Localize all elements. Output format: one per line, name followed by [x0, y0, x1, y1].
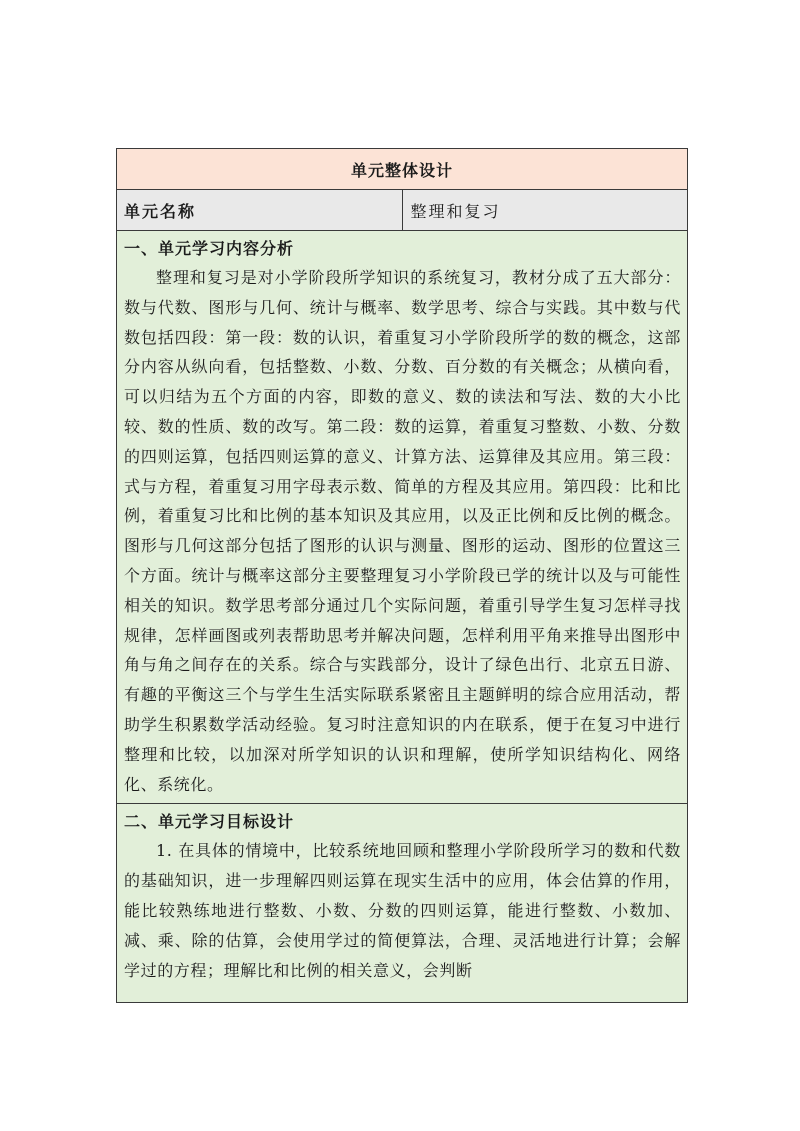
- unit-name-label: 单元名称: [117, 190, 403, 231]
- unit-design-table: [116, 148, 688, 1003]
- table-title: 单元整体设计: [117, 149, 688, 190]
- section2-body: 1. 在具体的情境中，比较系统地回顾和整理小学阶段所学习的数和代数的基础知识，进一步理解四则运算在现实生活中的应用，体会估算的作用，能比较熟练地进行整数、小数、分数的四则运算，能进行整数、小数加、减、乘、除的估算，会使用学过的简便算法，合理、灵活地进行计算；会解学过的方程；理解比和比例的相关意义，会判断: [124, 841, 681, 980]
- section2-heading: 二、单元学习目标设计: [124, 812, 295, 832]
- title-row: [117, 149, 688, 190]
- section1-cell: [117, 231, 688, 804]
- section1-row: [117, 231, 688, 804]
- section1-body: 整理和复习是对小学阶段所学知识的系统复习，教材分成了五大部分：数与代数、图形与几何、统计与概率、数学思考、综合与实践。其中数与代数包括四段：第一段：数的认识，着重复习小学阶段所学的数的概念，这部分内容从纵向看，包括整数、小数、分数、百分数的有关概念；从横向看，可以归结为五个方面的内容，即数的意义、数的读法和写法、数的大小比较、数的性质、数的改写。第二段：数的运算，着重复习整数、小数、分数的四则运算，包括四则运算的意义、计算方法、运算律及其应用。第三段：式与方程，着重复习用字母表示数、简单的方程及其应用。第四段：比和比例，着重复习比和比例的基本知识及其应用，以及正比例和反比例的概念。图形与几何这部分包括了图形的认识与测量、图形的运动、图形的位置这三个方面。统计与概率这部分主要整理复习小学阶段已学的统计以及与可能性相关的知识。数学思考部分通过几个实际问题，着重引导学生复习怎样寻找规律，怎样画图或列表帮助思考并解决问题，怎样利用平角来推导出图形中角与角之间存在的关系。综合与实践部分，设计了绿色出行、北京五日游、有趣的平衡这三个与学生生活实际联系紧密且主题鲜明的综合应用活动，帮助学生积累数学活动经验。复习时注意知识的内在联系，便于在复习中进行整理和比较，以加深对所学知识的认识和理解，使所学知识结构化、网络化、系统化。: [124, 268, 681, 794]
- section1-heading: 一、单元学习内容分析: [124, 239, 295, 258]
- section2-cell: [117, 804, 688, 1003]
- unit-name-value: 整理和复习: [402, 190, 688, 231]
- section2-row: [117, 804, 688, 1003]
- unit-name-row: [117, 190, 688, 231]
